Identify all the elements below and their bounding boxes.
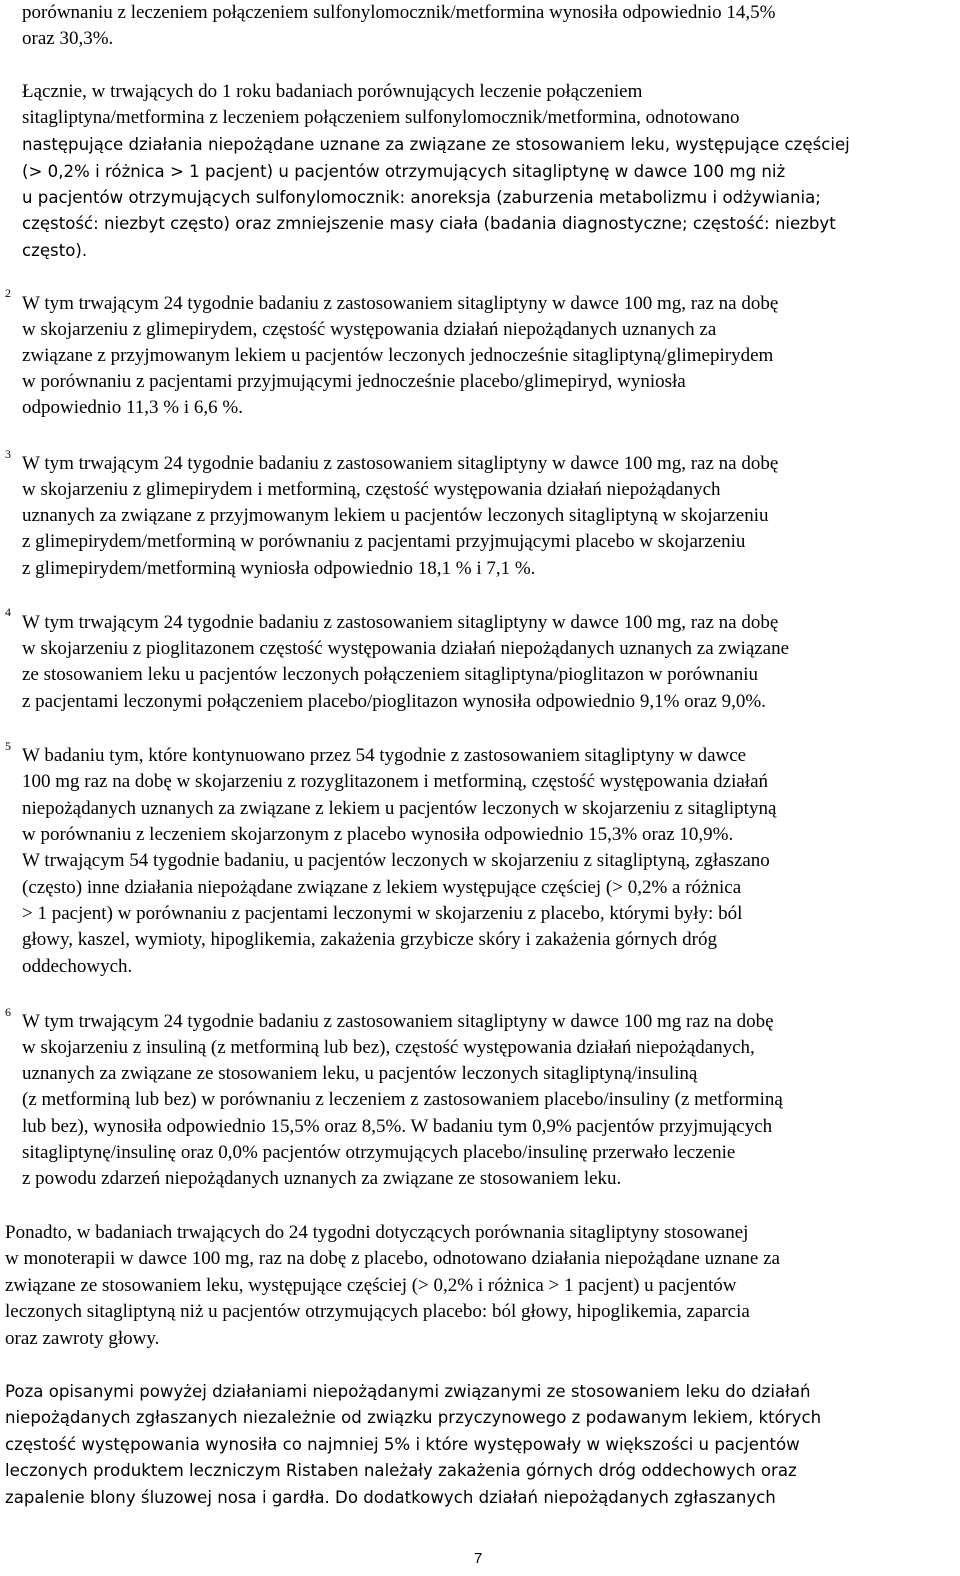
page-number: 7 [474,1550,483,1567]
text-line: częstość występowania wynosiła co najmniej 5% i które występowały w większości u pacjentów [5,1435,800,1454]
text-line: porównaniu z leczeniem połączeniem sulfonylomocznik/metformina wynosiła odpowiednio 14,5% [22,2,776,23]
text-line: oddechowych. [22,956,133,977]
text-line: zapalenie blony śluzowej nosa i gardła. Do dodatkowych działań niepożądanych zgłaszanych [5,1488,776,1507]
text-line: głowy, kaszel, wymioty, hipoglikemia, zakażenia grzybicze skóry i zakażenia górnych dróg [22,929,718,950]
text-line: W badaniu tym, które kontynuowano przez 54 tygodnie z zastosowaniem sitagliptyny w dawce [22,745,747,766]
text-line: (z metforminą lub bez) w porównaniu z leczeniem z zastosowaniem placebo/insuliny (z metforminą [22,1089,783,1110]
text-line: w skojarzeniu z pioglitazonem częstość występowania działań niepożądanych uznanych za związane [22,638,790,659]
footnote-marker: 2 [5,286,11,300]
text-line: oraz 30,3%. [22,28,114,49]
text-line: z glimepirydem/metforminą w porównaniu z pacjentami przyjmującymi placebo w skojarzeniu [22,531,746,552]
footnote-marker: 4 [5,605,11,619]
text-line: leczonych sitagliptyną niż u pacjentów otrzymujących placebo: ból głowy, hipoglikemia, zaparcia [5,1301,750,1322]
text-line: w monoterapii w dawce 100 mg, raz na dobę z placebo, odnotowano działania niepożądane uznane za [5,1248,780,1269]
text-line: często). [22,241,88,260]
text-line: leczonych produktem leczniczym Ristaben należały zakażenia górnych dróg oddechowych oraz [5,1461,797,1480]
text-line: Łącznie, w trwających do 1 roku badaniach porównujących leczenie połączeniem [22,81,643,102]
text-line: W trwającym 54 tygodnie badaniu, u pacjentów leczonych w skojarzeniu z sitagliptyną, zgłaszano [22,850,770,871]
text-line: (często) inne działania niepożądane związane z lekiem występujące częściej (> 0,2% a różnica [22,877,742,898]
text-line: związane z przyjmowanym lekiem u pacjentów leczonych jednocześnie sitagliptyną/glimepirydem [22,345,774,366]
text-line: niepożądanych uznanych za związane z lekiem u pacjentów leczonych w skojarzeniu z sitagliptyną [22,798,777,819]
text-line: w porównaniu z pacjentami przyjmującymi jednocześnie placebo/glimepiryd, wyniosła [22,371,686,392]
text-line: związane ze stosowaniem leku, występujące częściej (> 0,2% i różnica > 1 pacjent) u pacjentów [5,1275,737,1296]
text-line: W tym trwającym 24 tygodnie badaniu z zastosowaniem sitagliptyny w dawce 100 mg, raz na dobę [22,612,779,633]
text-line: odpowiednio 11,3 % i 6,6 %. [22,397,243,418]
text-line: z pacjentami leczonymi połączeniem placebo/pioglitazon wynosiła odpowiednio 9,1% oraz 9,0%. [22,691,766,712]
text-line: W tym trwającym 24 tygodnie badaniu z zastosowaniem sitagliptyny w dawce 100 mg, raz na dobę [22,293,779,314]
text-line: sitagliptyna/metformina z leczeniem połączeniem sulfonylomocznik/metformina, odnotowano [22,107,740,128]
text-line: w skojarzeniu z glimepirydem i metforminą, częstość występowania działań niepożądanych [22,479,721,500]
text-line: z powodu zdarzeń niepożądanych uznanych za związane ze stosowaniem leku. [22,1168,622,1189]
text-line: u pacjentów otrzymujących sulfonylomocznik: anoreksja (zaburzenia metabolizmu i odżywiania; [22,188,821,207]
footnote-marker: 5 [5,739,11,753]
text-line: lub bez), wynosiła odpowiednio 15,5% oraz 8,5%. W badaniu tym 0,9% pacjentów przyjmujących [22,1116,773,1137]
text-line: > 1 pacjent) w porównaniu z pacjentami leczonymi w skojarzeniu z placebo, którymi były: ból [22,903,743,924]
text-line: niepożądanych zgłaszanych niezależnie od związku przyczynowego z podawanym lekiem, których [5,1408,822,1427]
text-line: następujące działania niepożądane uznane za związane ze stosowaniem leku, występujące częściej [22,135,850,154]
text-line: W tym trwającym 24 tygodnie badaniu z zastosowaniem sitagliptyny w dawce 100 mg, raz na dobę [22,453,779,474]
text-line: Ponadto, w badaniach trwających do 24 tygodni dotyczących porównania sitagliptyny stosowanej [5,1222,749,1243]
text-line: 100 mg raz na dobę w skojarzeniu z rozyglitazonem i metforminą, częstość występowania działań [22,771,769,792]
text-line: częstość: niezbyt często) oraz zmniejszenie masy ciała (badania diagnostyczne; częstość: niezbyt [22,214,836,233]
text-line: (> 0,2% i różnica > 1 pacjent) u pacjentów otrzymujących sitagliptynę w dawce 100 mg niż [22,162,786,181]
text-line: w skojarzeniu z insuliną (z metforminą lub bez), częstość występowania działań niepożądanych, [22,1037,755,1058]
text-line: w skojarzeniu z glimepirydem, częstość występowania działań niepożądanych uznanych za [22,319,717,340]
text-line: Poza opisanymi powyżej działaniami niepożądanymi związanymi ze stosowaniem leku do działań [5,1382,811,1401]
text-line: oraz zawroty głowy. [5,1328,160,1349]
footnote-marker: 6 [5,1005,11,1019]
text-line: w porównaniu z leczeniem skojarzonym z placebo wynosiła odpowiednio 15,3% oraz 10,9%. [22,824,734,845]
text-line: uznanych za związane z przyjmowanym lekiem u pacjentów leczonych sitagliptyną w skojarzeniu [22,505,769,526]
text-line: uznanych za związane ze stosowaniem leku, u pacjentów leczonych sitagliptyną/insuliną [22,1063,698,1084]
text-line: sitagliptynę/insulinę oraz 0,0% pacjentów otrzymujących placebo/insulinę przerwało leczenie [22,1142,736,1163]
text-line: z glimepirydem/metforminą wyniosła odpowiednio 18,1 % i 7,1 %. [22,558,536,579]
text-line: ze stosowaniem leku u pacjentów leczonych połączeniem sitagliptyna/pioglitazon w porównaniu [22,664,759,685]
footnote-marker: 3 [5,447,11,461]
text-line: W tym trwającym 24 tygodnie badaniu z zastosowaniem sitagliptyny w dawce 100 mg raz na dobę [22,1011,774,1032]
